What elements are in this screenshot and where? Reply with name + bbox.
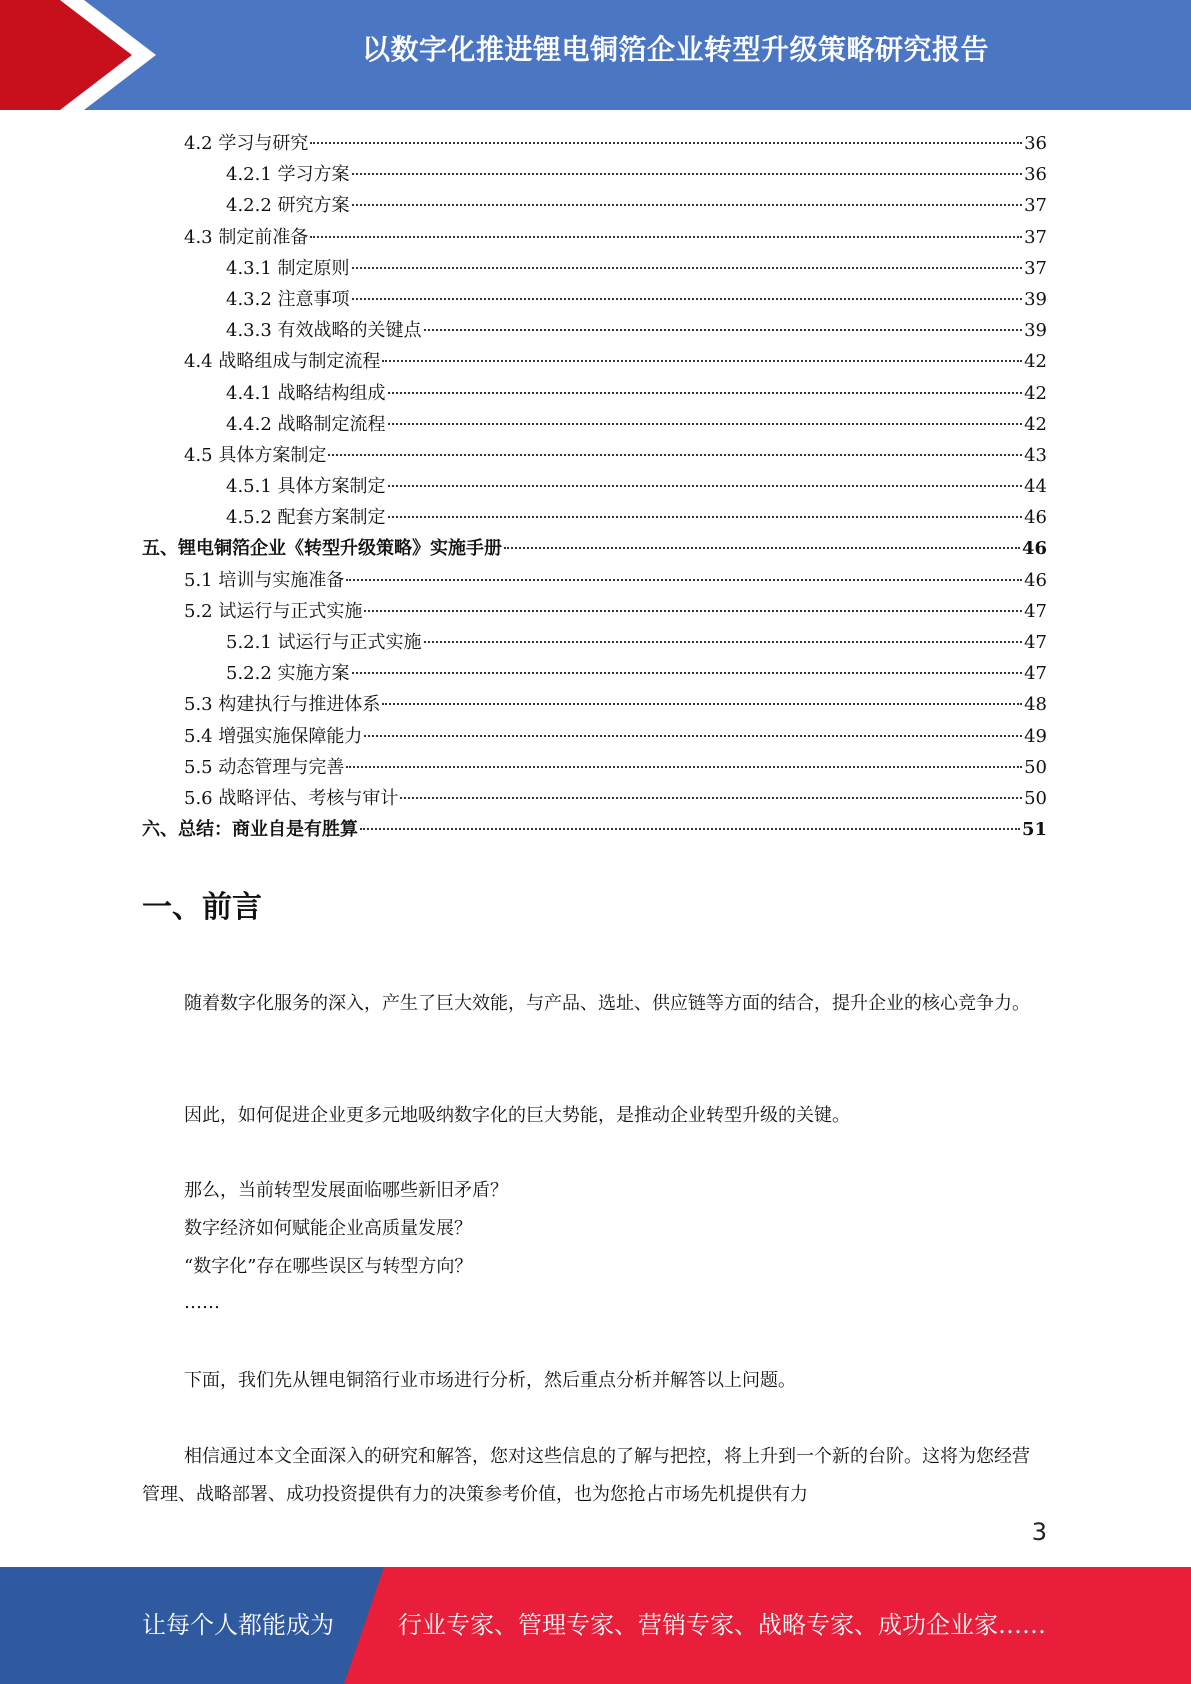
toc-entry[interactable]: [142, 596, 1047, 627]
toc-entry-page: 44: [1024, 476, 1047, 498]
question-2: 数字经济如何赋能企业高质量发展？: [184, 1218, 472, 1239]
toc-entry-page: 37: [1024, 195, 1047, 217]
toc-entry[interactable]: [142, 721, 1047, 752]
toc-leader-dots: [400, 797, 1022, 799]
toc-entry-page: 47: [1024, 600, 1047, 622]
page-header: [0, 0, 1191, 110]
toc-entry-page: 37: [1024, 257, 1047, 279]
toc-entry-label: 5.2 试运行与正式实施: [184, 600, 363, 622]
report-title: 以数字化推进锂电铜箔企业转型升级策略研究报告: [361, 33, 989, 66]
toc-entry-label: 5.1 培训与实施准备: [184, 569, 345, 591]
toc-entry-label: 4.5 具体方案制定: [184, 444, 327, 466]
toc-entry-page: 42: [1024, 382, 1047, 404]
toc-leader-dots: [424, 329, 1023, 331]
toc-entry-label: 4.3 制定前准备: [184, 226, 309, 248]
toc-entry-label: 5.2.1 试运行与正式实施: [226, 632, 422, 653]
toc-entry-page: 39: [1024, 288, 1047, 310]
toc-entry-label: 5.6 战略评估、考核与审计: [184, 787, 399, 809]
question-1: 那么，当前转型发展面临哪些新旧矛盾？: [184, 1180, 508, 1201]
toc-leader-dots: [352, 173, 1023, 175]
toc-entry-page: 46: [1024, 569, 1047, 591]
toc-leader-dots: [388, 516, 1023, 518]
toc-entry-page: 47: [1024, 632, 1047, 653]
toc-entry-label: 4.2.1 学习方案: [226, 164, 350, 186]
toc-entry-label: 4.2.2 研究方案: [226, 195, 350, 217]
toc-leader-dots: [328, 454, 1022, 456]
toc-entry[interactable]: [142, 378, 1047, 409]
toc-entry-label: 4.4.2 战略制定流程: [226, 413, 386, 435]
toc-entry[interactable]: [142, 689, 1047, 720]
toc-entry[interactable]: [142, 346, 1047, 377]
toc-leader-dots: [352, 672, 1023, 674]
toc-entry-page: 37: [1024, 226, 1047, 248]
toc-leader-dots: [388, 423, 1023, 425]
paragraph-2: 因此，如何促进企业更多元地吸纳数字化的巨大势能，是推动企业转型升级的关键。: [184, 1105, 850, 1126]
toc-leader-dots: [364, 735, 1022, 737]
toc-entry[interactable]: [142, 440, 1047, 471]
toc-leader-dots: [352, 267, 1023, 269]
toc-entry-label: 4.4.1 战略结构组成: [226, 382, 386, 404]
toc-entry-label: 5.2.2 实施方案: [226, 663, 350, 685]
toc-entry[interactable]: [142, 658, 1047, 689]
page-number: 3: [1031, 1518, 1047, 1546]
toc-leader-dots: [382, 703, 1022, 705]
toc-entry[interactable]: [142, 565, 1047, 596]
toc-entry-label: 六、总结：商业自是有胜算: [142, 819, 358, 841]
toc-entry-page: 47: [1024, 663, 1047, 685]
toc-entry-page: 50: [1024, 756, 1047, 778]
toc-leader-dots: [346, 579, 1022, 581]
toc-entry-label: 五、锂电铜箔企业《转型升级策略》实施手册: [142, 538, 502, 560]
toc-entry[interactable]: [142, 814, 1047, 845]
toc-entry-label: 4.3.2 注意事项: [226, 288, 350, 310]
toc-entry-page: 48: [1024, 694, 1047, 716]
toc-entry-page: 50: [1024, 787, 1047, 809]
paragraph-1: 随着数字化服务的深入，产生了巨大效能，与产品、选址、供应链等方面的结合，提升企业的核心竞争力。: [184, 993, 1030, 1014]
toc-entry-label: 4.3.3 有效战略的关键点: [226, 320, 422, 342]
toc-leader-dots: [424, 641, 1023, 643]
toc-entry-label: 4.5.1 具体方案制定: [226, 476, 386, 498]
toc-entry[interactable]: [142, 502, 1047, 533]
question-3: “数字化”存在哪些误区与转型方向？: [184, 1256, 473, 1277]
toc-entry-label: 5.3 构建执行与推进体系: [184, 694, 381, 716]
toc-entry-label: 5.4 增强实施保障能力: [184, 725, 363, 747]
toc-entry[interactable]: [142, 627, 1047, 658]
ellipsis: ……: [184, 1292, 220, 1313]
header-red-chevron: [0, 0, 132, 110]
toc-entry[interactable]: [142, 783, 1047, 814]
toc-entry[interactable]: [142, 284, 1047, 315]
toc-entry-label: 4.3.1 制定原则: [226, 257, 350, 279]
toc-leader-dots: [364, 610, 1022, 612]
toc-entry-label: 5.5 动态管理与完善: [184, 756, 345, 778]
toc-leader-dots: [310, 142, 1022, 144]
footer-slogan-right: 行业专家、管理专家、营销专家、战略专家、成功企业家……: [398, 1611, 1046, 1639]
toc-entry-page: 42: [1024, 351, 1047, 373]
toc-entry-page: 46: [1021, 538, 1047, 560]
toc-entry-page: 49: [1024, 725, 1047, 747]
toc-entry[interactable]: [142, 471, 1047, 502]
toc-entry[interactable]: [142, 253, 1047, 284]
toc-leader-dots: [310, 236, 1022, 238]
toc-entry-page: 39: [1024, 320, 1047, 342]
toc-entry[interactable]: [142, 409, 1047, 440]
toc-entry-page: 51: [1021, 819, 1047, 841]
toc-entry-label: 4.2 学习与研究: [184, 133, 309, 154]
table-of-contents: [142, 128, 1047, 845]
toc-entry[interactable]: [142, 190, 1047, 221]
toc-leader-dots: [388, 392, 1023, 394]
footer-slogan-left: 让每个人都能成为: [142, 1611, 334, 1639]
toc-leader-dots: [360, 828, 1020, 830]
toc-leader-dots: [352, 204, 1023, 206]
section-title: 一、前言: [142, 890, 262, 925]
toc-entry-page: 42: [1024, 413, 1047, 435]
paragraph-4: 相信通过本文全面深入的研究和解答，您对这些信息的了解与把控，将上升到一个新的台阶。这将为您经营管理、战略部署、成功投资提供有力的决策参考价值，也为您抢占市场先机提供有力: [142, 1446, 1030, 1505]
toc-entry-page: 36: [1024, 164, 1047, 186]
toc-entry-page: 43: [1024, 444, 1047, 466]
toc-entry[interactable]: [142, 752, 1047, 783]
paragraph-3: 下面，我们先从锂电铜箔行业市场进行分析，然后重点分析并解答以上问题。: [184, 1370, 796, 1391]
toc-entry[interactable]: [142, 315, 1047, 346]
toc-entry[interactable]: [142, 128, 1047, 159]
page-footer: [0, 1567, 1191, 1684]
toc-leader-dots: [388, 485, 1023, 487]
toc-leader-dots: [382, 360, 1022, 362]
toc-entry-label: 4.5.2 配套方案制定: [226, 507, 386, 529]
toc-leader-dots: [504, 547, 1020, 549]
toc-entry-page: 36: [1024, 133, 1047, 154]
toc-leader-dots: [346, 766, 1022, 768]
toc-entry[interactable]: [142, 222, 1047, 253]
header-chevron-decoration: [0, 0, 160, 110]
toc-leader-dots: [352, 298, 1023, 300]
toc-entry-page: 46: [1024, 507, 1047, 529]
toc-entry-label: 4.4 战略组成与制定流程: [184, 351, 381, 373]
toc-entry[interactable]: [142, 159, 1047, 190]
toc-entry[interactable]: [142, 533, 1047, 564]
